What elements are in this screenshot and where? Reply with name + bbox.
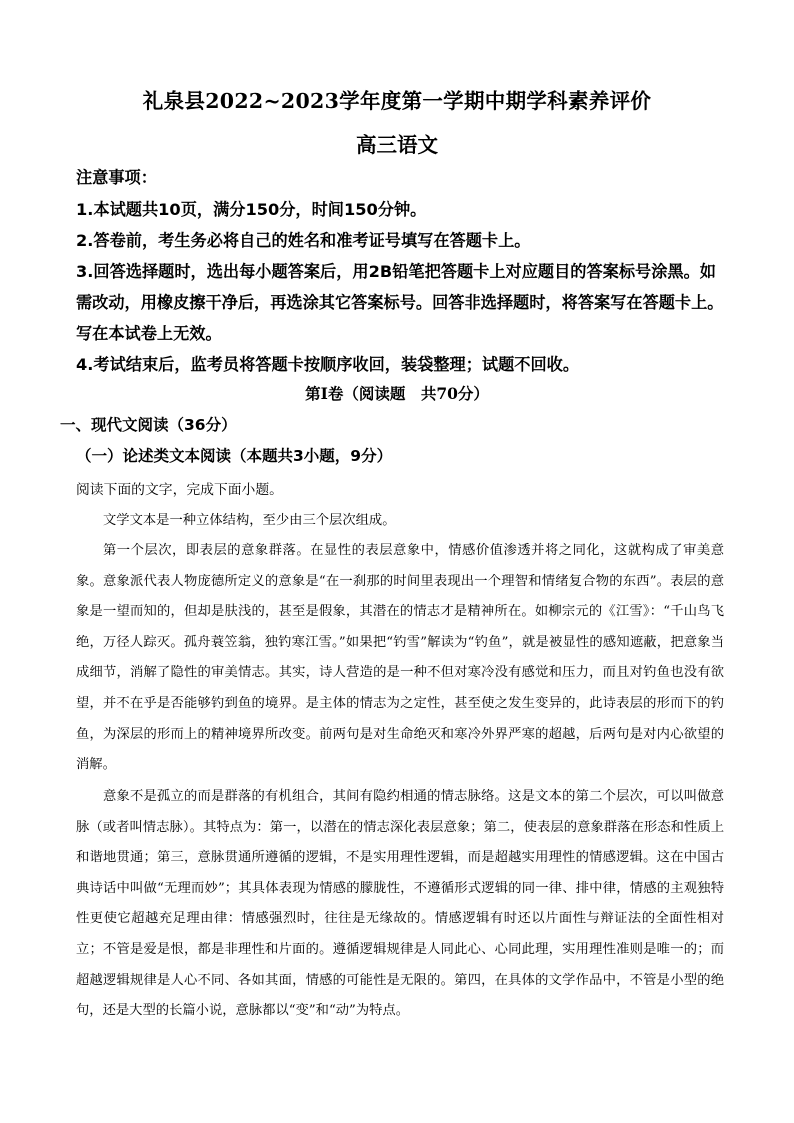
passage-paragraph: 意象不是孤立的而是群落的有机组合，其间有隐约相通的情志脉络。这是文本的第二个层次，可以叫做意脉（或者叫情志脉）。其特点为：第一，以潜在的情志深化表层意象；第二，使表层的意象群落在形态和性质上和谐地贯通；第三，意脉贯通所遵循的逻辑，不是实用理性逻辑，而是超越实用理性的情感逻辑。这在中国古典诗话中叫做“无理而妙”；其具体表现为情感的朦胧性，不遵循形式逻辑的同一律、排中律，情感的主观独特性更使它超越充足理由律：情感强烈时，往往是无缘故的。情感逻辑有时还以片面性与辩证法的全面性相对立；不管是爱是恨，都是非理性和片面的。遵循逻辑规律是人同此心、心同此理，实用理性准则是唯一的；而超越逻辑规律是人心不同、各如其面，情感的可能性是无限的。第四，在具体的文学作品中，不管是小型的绝句，还是大型的长篇小说，意脉都以“变”和“动”为特点。 [76, 789, 724, 1019]
passage-paragraph: 第一个层次，即表层的意象群落。在显性的表层意象中，情感价值渗透并将之同化，这就构成了审美意象。意象派代表人物庞德所定义的意象是“在一刹那的时间里表现出一个理智和情绪复合物的东西”。表层的意象是一望而知的，但却是肤浅的，甚至是假象，其潜在的情志才是精神所在。如柳宗元的《江雪》：“千山鸟飞绝，万径人踪灭。孤舟蓑笠翁，独钓寒江雪。”如果把“钓雪”解读为“钓鱼”，就是被显性的感知遮蔽，把意象当成细节，消解了隐性的审美情志。其实，诗人营造的是一种不但对寒冷没有感觉和压力，而且对钓鱼也没有欲望，并不在乎是否能够钓到鱼的境界。是主体的情志为之定性，甚至使之发生变异的，此诗表层的形而下的钓鱼，为深层的形而上的精神境界所改变。前两句是对生命绝灭和寒冷外界严寒的超越，后两句是对内心欲望的消解。 [76, 543, 724, 773]
notice-item-4: 4.考试结束后，监考员将答题卡按顺序收回，装袋整理；试题不回收。 [76, 355, 580, 374]
notice-item-1: 1.本试题共10页，满分150分，时间150分钟。 [76, 200, 427, 219]
notice-item-2: 2.答卷前，考生务必将自己的姓名和准考证号填写在答题卡上。 [76, 231, 531, 250]
exam-title: 礼泉县2022~2023学年度第一学期中期学科素养评价 [142, 89, 652, 113]
exam-subtitle: 高三语文 [356, 133, 438, 157]
reading-instruction: 阅读下面的文字，完成下面小题。 [76, 482, 283, 498]
passage-paragraph: 文学文本是一种立体结构，至少由三个层次组成。 [103, 513, 396, 528]
notice-item-3: 3.回答选择题时，选出每小题答案后，用2B铅笔把答题卡上对应题目的答案标号涂黑。如需改动，用橡皮擦干净后，再选涂其它答案标号。回答非选择题时，将答案写在答题卡上。写在本试卷上无效。 [76, 262, 724, 343]
part-heading: 第Ⅰ卷（阅读题 共70分） [305, 384, 489, 403]
section-heading: 一、现代文阅读（36分） [60, 416, 237, 434]
subsection-heading: （一）论述类文本阅读（本题共3小题，9分） [76, 447, 393, 465]
notice-heading: 注意事项： [76, 168, 157, 187]
